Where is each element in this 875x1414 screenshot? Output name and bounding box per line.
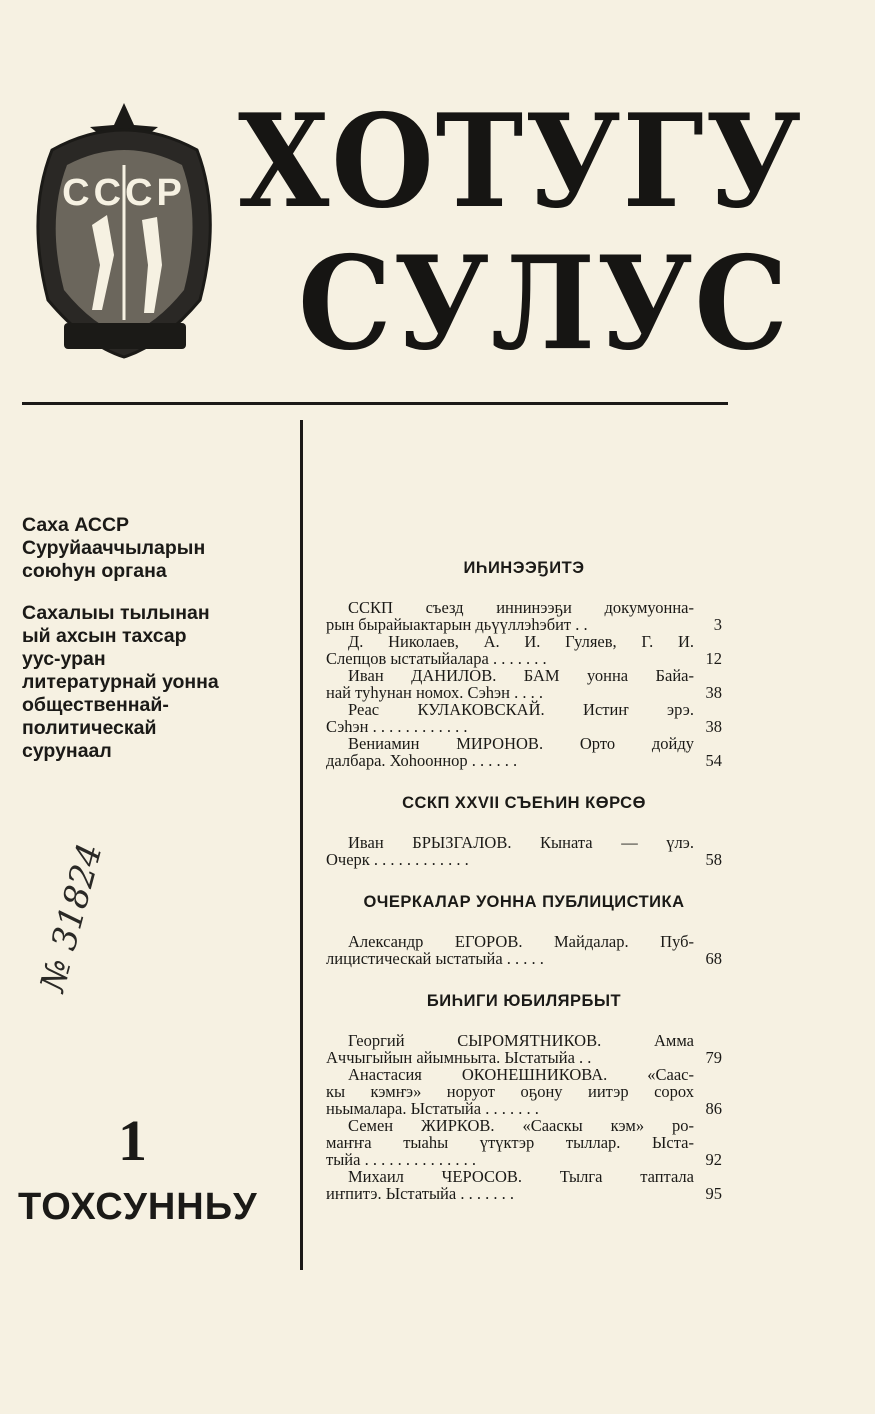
toc-entry-text: Михаил ЧЕРОСОВ. Тылга таптала	[348, 1167, 694, 1186]
toc-entry	[326, 834, 722, 868]
toc-entry	[326, 633, 722, 667]
toc-entry-text: Георгий СЫРОМЯТНИКОВ. Амма	[348, 1031, 694, 1050]
toc-page-number: 12	[705, 649, 722, 668]
toc-page-number: 68	[705, 949, 722, 968]
toc-entry-text: ньымалара. Ыстатыйа . . . . . . .	[326, 1099, 539, 1118]
toc-entry-text: тыйа . . . . . . . . . . . . . .	[326, 1150, 476, 1169]
toc-entry-text: Иван ДАНИЛОВ. БАМ уонна Байа-	[348, 666, 694, 685]
toc-page-number: 92	[705, 1150, 722, 1169]
description-line: общественнай-	[22, 694, 169, 716]
toc-page-number: 54	[705, 751, 722, 770]
description-line: Сахалыы тылынан	[22, 602, 210, 624]
order-badge-emblem	[22, 95, 227, 370]
toc-entry-text: най туһунан номох. Сэһэн . . . .	[326, 683, 543, 702]
toc-page-number: 38	[705, 717, 722, 736]
toc-entry	[326, 1066, 722, 1117]
toc-entry-text: Реас КУЛАКОВСКАЙ. Истиҥ эрэ.	[348, 700, 694, 719]
toc-entry-text: далбара. Хоһооннор . . . . . .	[326, 751, 518, 770]
toc-entry	[326, 667, 722, 701]
toc-entry	[326, 1117, 722, 1168]
publisher-line: Суруйааччыларын	[22, 537, 206, 559]
horizontal-divider	[22, 402, 728, 405]
toc-entry-text: иҥпитэ. Ыстатыйа . . . . . . .	[326, 1184, 514, 1203]
toc-entry	[326, 701, 722, 735]
toc-entry-text: Слепцов ыстатыйалара . . . . . . .	[326, 649, 547, 668]
publisher-line: Саха АССР	[22, 514, 130, 536]
toc-entry-text: маҥҥа тыаһы үтүктэр тыллар. Ыста-	[326, 1133, 694, 1152]
toc-entry	[326, 1032, 722, 1066]
description-line: ый ахсын тахсар	[22, 625, 187, 647]
description-line: сурунаал	[22, 740, 112, 762]
toc-entry-text: Иван БРЫЗГАЛОВ. Кыната — үлэ.	[348, 833, 694, 852]
publisher-info	[22, 514, 282, 583]
toc-page-number: 86	[705, 1099, 722, 1118]
journal-title-line1: ХОТУГУ	[238, 87, 804, 237]
toc-entry-text: Семен ЖИРКОВ. «Сааскы кэм» ро-	[348, 1116, 694, 1135]
toc-entry-text: Очерк . . . . . . . . . . . .	[326, 850, 469, 869]
journal-description	[22, 602, 282, 763]
toc-page-number: 95	[705, 1184, 722, 1203]
toc-entry-text: Д. Николаев, А. И. Гуляев, Г. И.	[348, 632, 694, 651]
toc-entry	[326, 1168, 722, 1202]
toc-section-title: БИҺИГИ ЮБИЛЯРБЫТ	[426, 992, 622, 1010]
issue-number: 1	[118, 1108, 147, 1173]
badge-icon	[22, 95, 227, 370]
toc-entry	[326, 933, 722, 967]
svg-text:СССР: СССР	[62, 172, 186, 214]
description-line: политическай	[22, 717, 157, 739]
journal-title-line2: СУЛУС	[298, 229, 790, 379]
toc-page-number: 58	[705, 850, 722, 869]
toc-entry-text: рын бырайыактарын дьүүллэһэбит . .	[326, 615, 588, 634]
toc-entry-text: Александр ЕГОРОВ. Майдалар. Пуб-	[348, 932, 694, 951]
toc-section-title: ССКП XXVII СЪЕҺИН КӨРСӨ	[402, 794, 646, 812]
description-line: литературнай уонна	[22, 671, 219, 693]
toc-entry-text: лицистическай ыстатыйа . . . . .	[326, 949, 544, 968]
toc-page-number: 3	[713, 615, 722, 634]
toc-page-number: 38	[705, 683, 722, 702]
toc-entry-text: Сэһэн . . . . . . . . . . . .	[326, 717, 468, 736]
publisher-line: союһун органа	[22, 560, 167, 582]
toc-entry	[326, 735, 722, 769]
toc-page-number: 79	[705, 1048, 722, 1067]
issue-month: ТОХСУННЬУ	[18, 1186, 258, 1228]
toc-entry-text: Анастасия ОКОНЕШНИКОВА. «Саас-	[348, 1065, 694, 1084]
handwritten-inventory-number: № 31824	[32, 839, 111, 996]
table-of-contents	[326, 560, 722, 1202]
toc-entry-text: Аччыгыйын айымньыта. Ыстатыйа . .	[326, 1048, 592, 1067]
toc-section-title: ИҺИНЭЭҔИТЭ	[463, 559, 585, 577]
vertical-divider	[300, 420, 303, 1270]
toc-section-title: ОЧЕРКАЛАР УОННА ПУБЛИЦИСТИКА	[363, 893, 685, 911]
toc-entry-text: ССКП съезд иннинээҕи докумуонна-	[348, 598, 694, 617]
toc-entry-text: кы кэмҥэ» норуот оҕону иитэр сорох	[326, 1082, 694, 1101]
toc-entry-text: Вениамин МИРОНОВ. Орто дойду	[348, 734, 694, 753]
description-line: уус-уран	[22, 648, 106, 670]
toc-entry	[326, 599, 722, 633]
